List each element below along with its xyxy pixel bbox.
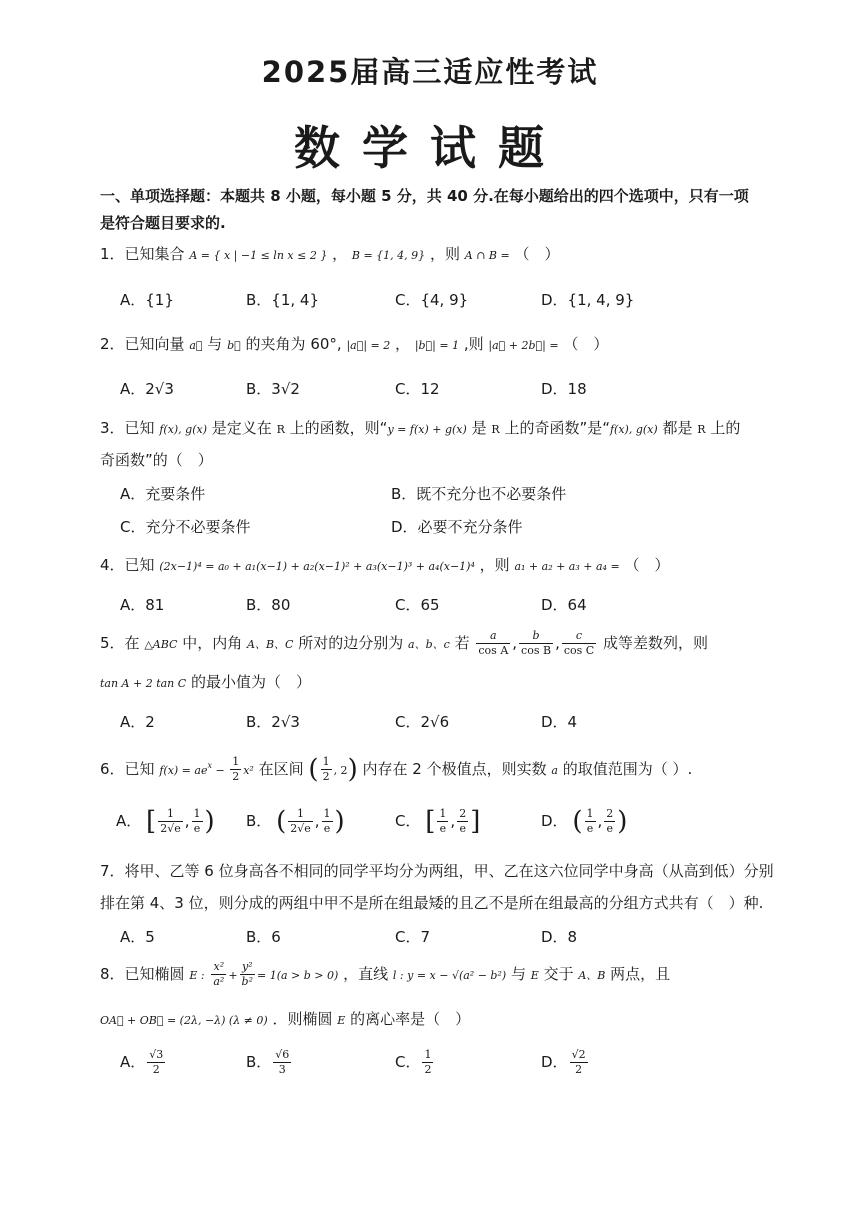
question-7: 7．将甲、乙等 6 位身高各不相同的同学平均分为两组，甲、乙在这六位同学中身高（从高到低）分别: [100, 862, 774, 880]
q6-option-a: A． [ $\frac{1}{2√e}$ , $\frac{1}{e}$ ): [116, 806, 215, 837]
fraction-y2-over-b2: $\frac{\text{y²}}{\text{b²}}$: [241, 960, 253, 988]
q1-option-b: B．{1, 4}: [246, 291, 320, 309]
q4-option-c: C．65: [395, 596, 440, 614]
q8-option-a: A． $\frac{√3}{2}$: [120, 1048, 164, 1076]
fraction-b-over-cosb: $\frac{b}{\text{cos B}}$: [521, 629, 552, 657]
q2-option-a: A．2√3: [120, 380, 174, 398]
q4-option-d: D．64: [541, 596, 587, 614]
q8-option-c: C． $\frac{1}{2}$: [395, 1048, 432, 1076]
fraction-a-over-cosa: $\frac{a}{\text{cos A}}$: [478, 629, 509, 657]
q3-option-c: C．充分不必要条件: [120, 518, 251, 536]
q7-option-d: D．8: [541, 928, 578, 946]
q5-option-b: B．2√3: [246, 713, 300, 731]
question-7-line-2: 排在第 4、3 位，则分成的两组中甲不是所在组最矮的且乙不是所在组最高的分组方式共有（ ）种.: [100, 894, 764, 912]
q7-option-c: C．7: [395, 928, 431, 946]
q7-option-b: B．6: [246, 928, 281, 946]
q5-option-d: D．4: [541, 713, 578, 731]
question-2: 2．已知向量 a⃗ 与 b⃗ 的夹角为 60°, |a⃗| = 2 ， |b⃗| = 1 ,则 |a⃗ + 2b⃗| = （ ）: [100, 335, 609, 353]
question-3: 3．已知 f(x), g(x) 是定义在 R 上的函数，则“y = f(x) + g(x) 是 R 上的奇函数”是“f(x), g(x) 都是 R 上的: [100, 419, 741, 437]
question-8: 8．已知椭圆 E : $\frac{\text{x²}}{\text{a²}}$ + $\frac{\text{y²}}{\text{b²}}$ = 1(a > b > 0) ，直线 l : y = x − √(a² − b²) 与 E 交于 A、B 两点，且: [100, 960, 671, 988]
fraction-c-over-cosc: $\frac{c}{\text{cos C}}$: [563, 629, 595, 657]
q8-option-b: B． $\frac{√6}{3}$: [246, 1048, 290, 1076]
q8-option-d: D． $\frac{√2}{2}$: [541, 1048, 586, 1076]
fraction-one-half: $\frac{1}{2}$: [232, 755, 240, 783]
q4-option-a: A．81: [120, 596, 165, 614]
fraction-x2-over-a2: $\frac{\text{x²}}{\text{a²}}$: [213, 960, 225, 988]
exam-title: 2025届高三适应性考试: [261, 55, 599, 89]
q5-option-a: A．2: [120, 713, 155, 731]
q4-option-b: B．80: [246, 596, 291, 614]
q6-option-c: C． [ $\frac{1}{e}$ , $\frac{2}{e}$ ]: [395, 806, 481, 837]
question-5: 5．在 △ABC 中，内角 A、B、C 所对的边分别为 a、b、c 若 $\frac{a}{\text{cos A}}$ , $\frac{b}{\text{cos B}}$ , $\frac{c}{\text{cos C}}$ 成等差数列，则: [100, 629, 708, 657]
q6-option-d: D． ( $\frac{1}{e}$ , $\frac{2}{e}$ ): [541, 806, 628, 837]
q7-option-a: A．5: [120, 928, 155, 946]
question-8-line-2: OA⃗ + OB⃗ = (2λ, −λ) (λ ≠ 0) ．则椭圆 E 的离心率是（ ）: [100, 1010, 471, 1028]
question-1: 1．已知集合 A = { x | −1 ≤ ln x ≤ 2 } ， B = {1, 4, 9} ，则 A ∩ B = （ ）: [100, 245, 560, 263]
question-3-line-2: 奇函数”的（ ）: [100, 451, 213, 469]
question-4: 4．已知 (2x−1)⁴ = a₀ + a₁(x−1) + a₂(x−1)² + a₃(x−1)³ + a₄(x−1)⁴ ，则 a₁ + a₂ + a₃ + a₄ = （ ）: [100, 556, 670, 574]
q2-option-b: B．3√2: [246, 380, 300, 398]
q1-option-d: D．{1, 4, 9}: [541, 291, 635, 309]
q3-option-b: B．既不充分也不必要条件: [391, 485, 567, 503]
q2-option-d: D．18: [541, 380, 587, 398]
q1-option-a: A．{1}: [120, 291, 174, 309]
question-6: 6．已知 $f(x) = ae^x$ − $\frac{1}{2}$ x² 在区间 ( $\frac{1}{2}$ , 2) 内存在 2 个极值点，则实数 a 的取值范围为（ ）.: [100, 754, 693, 785]
q2-option-c: C．12: [395, 380, 440, 398]
q6-option-b: B． ( $\frac{1}{2√e}$ , $\frac{1}{e}$ ): [246, 806, 345, 837]
interval-left-fraction: $\frac{1}{2}$: [322, 755, 330, 783]
section-heading: 一、单项选择题：本题共 8 小题，每小题 5 分，共 40 分.在每小题给出的四个选项中，只有一项是符合题目要求的.: [100, 187, 749, 232]
q5-option-c: C．2√6: [395, 713, 450, 731]
q3-option-a: A．充要条件: [120, 485, 206, 503]
q3-option-d: D．必要不充分条件: [391, 518, 523, 536]
exam-subtitle: 数学试题: [294, 121, 566, 175]
question-5-line-2: tan A + 2 tan C 的最小值为（ ）: [100, 673, 311, 691]
q1-option-c: C．{4, 9}: [395, 291, 469, 309]
